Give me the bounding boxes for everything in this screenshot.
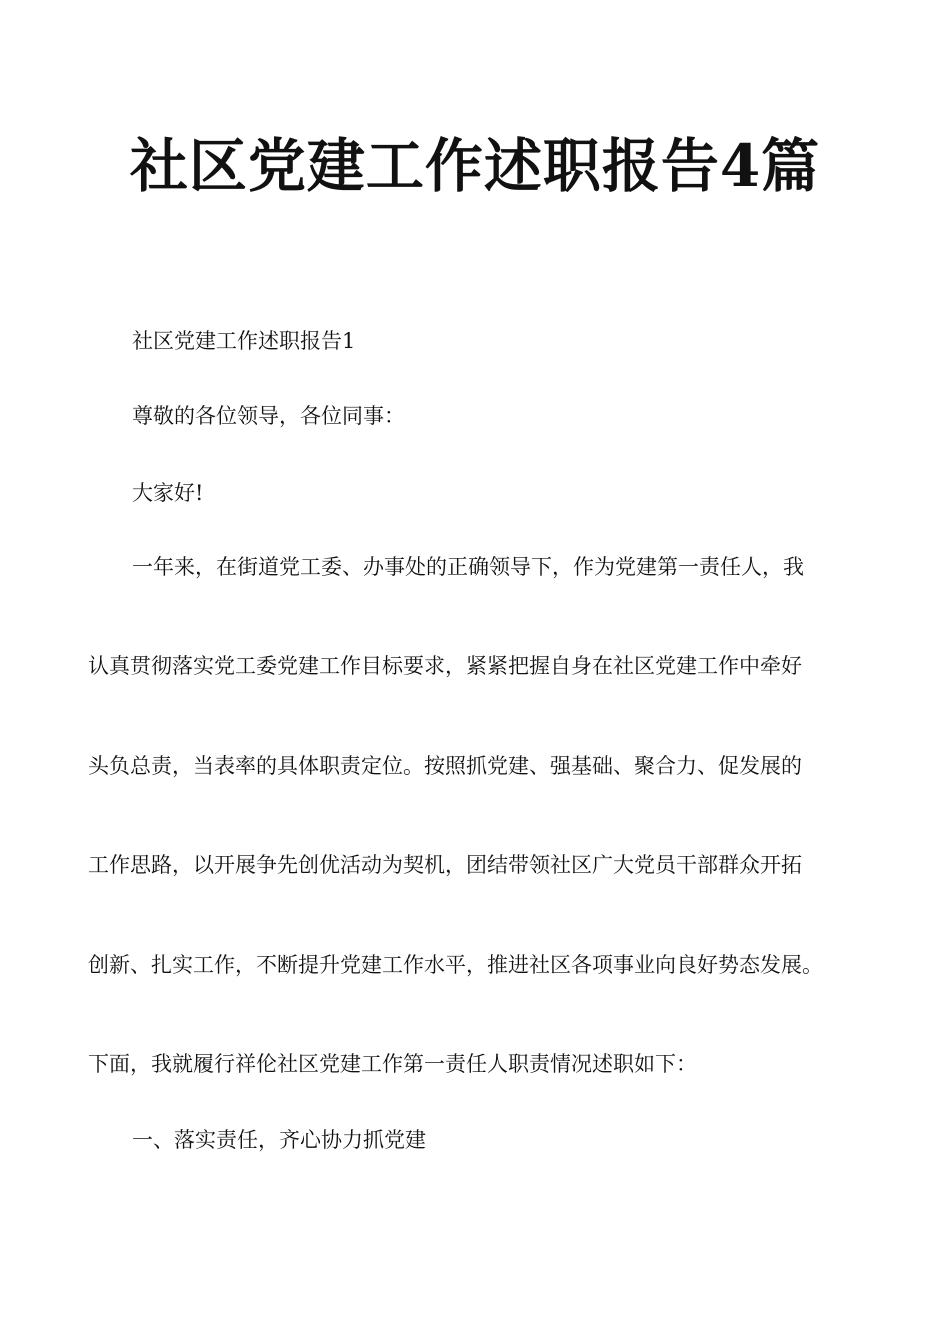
document-title: 社区党建工作述职报告4篇 <box>129 132 821 200</box>
greeting: 大家好! <box>132 481 204 505</box>
report-subtitle: 社区党建工作述职报告1 <box>132 329 356 353</box>
body-line: 头负总责，当表率的具体职责定位。按照抓党建、强基础、聚合力、促发展的 <box>88 754 802 778</box>
body-line: 工作思路，以开展争先创优活动为契机，团结带领社区广大党员干部群众开拓 <box>88 853 802 877</box>
body-line: 下面，我就履行祥伦社区党建工作第一责任人职责情况述职如下： <box>88 1052 697 1076</box>
salutation: 尊敬的各位领导，各位同事： <box>132 404 405 428</box>
body-line: 一年来，在街道党工委、办事处的正确领导下，作为党建第一责任人，我 <box>132 555 804 579</box>
body-line: 创新、扎实工作，不断提升党建工作水平，推进社区各项事业向良好势态发展。 <box>88 953 823 977</box>
section-heading: 一、落实责任，齐心协力抓党建 <box>132 1128 426 1152</box>
body-line: 认真贯彻落实党工委党建工作目标要求，紧紧把握自身在社区党建工作中牵好 <box>88 654 802 678</box>
